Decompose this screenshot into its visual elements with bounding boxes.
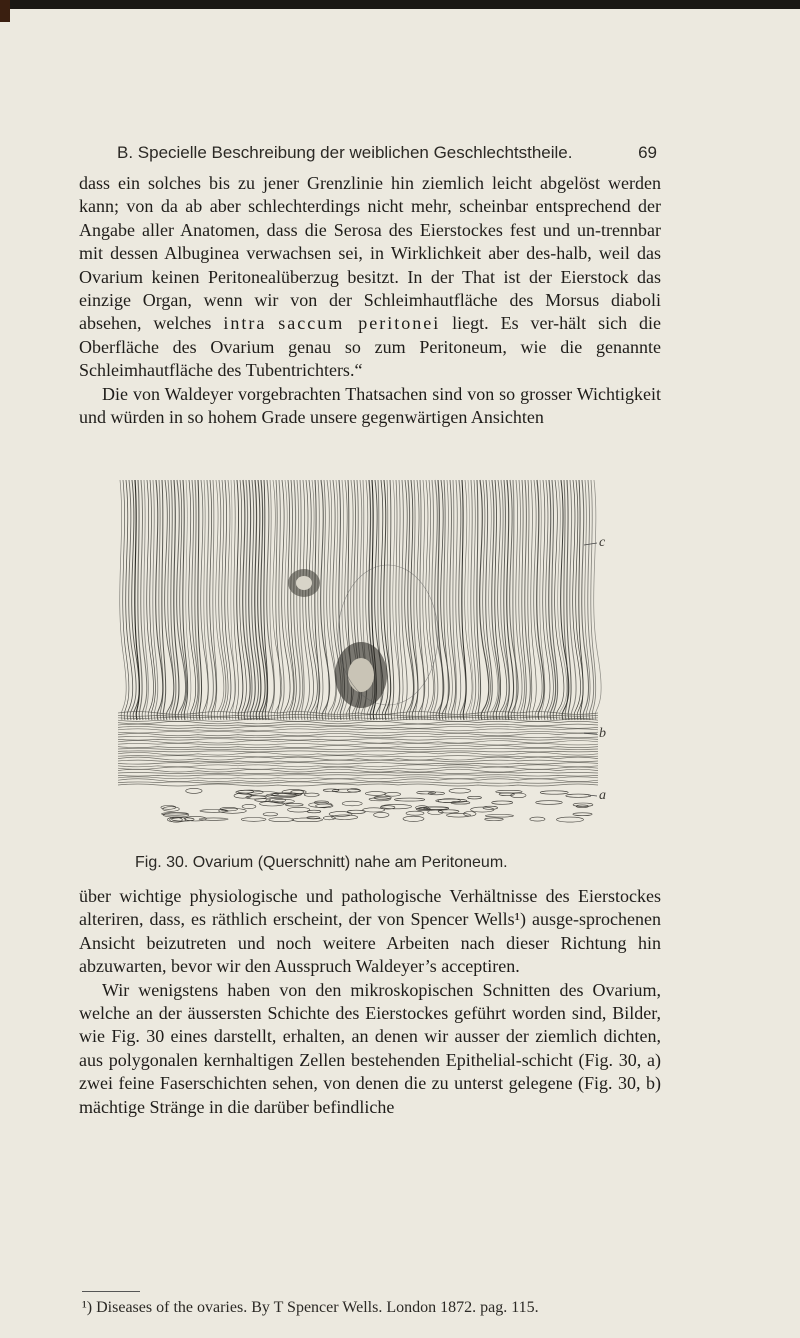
- saccum-emphasis: saccum peritonei: [278, 313, 441, 334]
- follicle-nucleus: [348, 658, 374, 692]
- epithelial-cell: [263, 813, 278, 816]
- epithelial-cell: [269, 818, 294, 822]
- fiber-layer-line: [118, 719, 598, 721]
- epithelial-cell: [323, 816, 335, 820]
- figure-ovarium-section: [118, 475, 618, 845]
- header-title: B. Specielle Beschreibung der weiblichen Geschlechtstheile.: [117, 143, 573, 162]
- fiber-layer-line: [118, 726, 598, 728]
- epithelial-cell: [485, 815, 513, 818]
- epithelial-cell: [342, 801, 362, 806]
- paragraph-4: Wir wenigstens haben von den mikroskopischen Schnitten des Ovarium, welche an der äussersten Schichte des Eierstockes geführt worden sind, Bilder, wie Fig. 30 eines darstellt, erhalten, an denen wir ausser der ziemlich dichten, aus polygonalen kernhaltigen Zellen bestehenden Epithelial-schicht (Fig. 30, a) zwei feine Faserschichten sehen, von denen die zu unterst gelegene (Fig. 30, b) mächtige Stränge in die darüber befindliche: [79, 979, 661, 1117]
- epithelial-cell: [557, 817, 584, 822]
- epithelial-cell: [485, 818, 504, 821]
- epithelial-cell: [242, 804, 256, 808]
- scan-top-edge: [0, 0, 800, 9]
- epithelial-cell: [566, 794, 591, 797]
- epithelial-cell: [449, 789, 471, 794]
- fiber-layer-line: [118, 746, 598, 748]
- epithelial-cell: [385, 792, 401, 796]
- epithelial-cell: [428, 792, 444, 795]
- epithelial-cell: [428, 810, 443, 814]
- fiber-layer-line: [118, 763, 598, 765]
- epithelial-cell: [530, 817, 545, 821]
- fiber-strand: [144, 480, 149, 720]
- fiber-layer-line: [118, 769, 598, 772]
- paragraph-3: über wichtige physiologische und pathologische Verhältnisse des Eierstockes alteriren, dass, es räthlich erscheint, der von Spencer Wells¹) ausge-sprochenen Ansicht beizutreten und noch weitere Arbeiten nach dieser Richtung hin abzuwarten, bevor wir den Ausspruch Waldeyer’s acceptiren.: [79, 886, 661, 977]
- fiber-layer-line: [118, 760, 598, 762]
- figure-caption: Fig. 30. Ovarium (Querschnitt) nahe am Peritoneum.: [135, 854, 508, 871]
- epithelial-cell: [309, 802, 333, 807]
- epithelial-cell: [573, 813, 592, 816]
- epithelial-cell: [241, 818, 266, 822]
- epithelial-cell: [332, 815, 358, 820]
- fiber-strand: [282, 480, 290, 720]
- epithelial-cell: [492, 801, 513, 804]
- figure-label-b: b: [599, 726, 606, 741]
- label-a-leader: [588, 795, 597, 796]
- epithelial-cell: [418, 807, 448, 810]
- epithelial-cell: [381, 804, 412, 808]
- epithelial-cell: [447, 813, 471, 817]
- fiber-strand: [462, 480, 466, 720]
- ovarium-illustration: [118, 475, 618, 845]
- fiber-layer-line: [118, 751, 598, 752]
- fiber-layer-line: [118, 784, 598, 786]
- epithelial-cell: [468, 796, 482, 799]
- running-header: [117, 143, 657, 169]
- epithelial-cell: [416, 806, 429, 810]
- fiber-layer-line: [118, 733, 598, 735]
- epithelial-cell: [438, 810, 459, 813]
- epithelial-cell: [417, 791, 436, 794]
- figure-label-a: a: [599, 788, 606, 803]
- epithelial-cell: [329, 812, 352, 817]
- epithelial-cell: [406, 811, 424, 815]
- fiber-layer-line: [118, 757, 598, 760]
- fiber-strand: [204, 480, 209, 720]
- page-number: 69: [638, 143, 657, 162]
- footnote-rule: [82, 1291, 140, 1292]
- epithelial-cell: [365, 792, 386, 796]
- epithelial-cell: [347, 810, 365, 813]
- epithelial-cell: [374, 812, 389, 817]
- fiber-layer-line: [118, 756, 598, 757]
- epithelial-cell: [161, 806, 176, 810]
- figure-label-c: c: [599, 535, 606, 550]
- epithelial-cell: [540, 791, 568, 794]
- fiber-strand: [138, 480, 142, 720]
- fiber-strand: [594, 480, 601, 720]
- scan-corner-mark: [0, 0, 10, 22]
- paragraph-1: dass ein solches bis zu jener Grenzlinie hin ziemlich leicht abgelöst werden kann; von da ab aber schlechterdings nicht mehr, scheinbar entsprechend der Angabe aller Anatomen, dass die Serosa des Eierstockes fest und un-trennbar mit dessen Albuginea verwachsen sei, in Wirklichkeit aber des-halb, weil das Ovarium keinen Peritonealüberzug besitzt. In der That ist der Eierstock das einzige Organ, wenn wir von der Schleimhautfläche des Morsus diaboli absehen, welches intra saccum peritonei liegt. Es ver-hält sich die Oberfläche des Ovarium genau so zum Peritoneum, wie die genannte Schleimhautfläche des Tubentrichters.“: [79, 173, 662, 381]
- epithelial-cell: [536, 801, 563, 805]
- fiber-strand: [444, 480, 449, 720]
- fiber-layer-line: [118, 775, 598, 776]
- fiber-strand: [525, 480, 531, 720]
- fiber-layer-line: [118, 777, 598, 779]
- intra-emphasis: intra: [223, 313, 267, 334]
- epithelial-cell: [288, 807, 310, 812]
- epithelial-cell: [199, 818, 228, 820]
- fiber-layer-line: [118, 773, 598, 774]
- fiber-layer-line: [118, 741, 598, 744]
- fiber-layer-line: [118, 736, 598, 737]
- fiber-layer-line: [118, 743, 598, 745]
- fiber-layer-line: [118, 731, 598, 733]
- fiber-layer-line: [118, 729, 598, 731]
- fiber-layer-line: [118, 767, 598, 769]
- fiber-strand: [558, 480, 567, 720]
- epithelial-cell: [394, 798, 424, 801]
- paragraph-2: Die von Waldeyer vorgebrachten Thatsachen sind von so grosser Wichtigkeit und würden in so hohem Grade unsere gegenwärtigen Ansichten: [79, 383, 661, 428]
- fiber-layer-line: [118, 721, 598, 723]
- epithelial-cell: [186, 788, 202, 793]
- follicle-nucleus: [296, 576, 312, 590]
- bottom-text-block: [79, 885, 661, 1119]
- epithelial-cell: [185, 816, 207, 821]
- fiber-strand: [579, 480, 583, 720]
- fiber-layer-line: [118, 779, 598, 782]
- fiber-layer-line: [118, 748, 598, 749]
- epithelial-cell: [304, 793, 319, 796]
- footnote: ¹) Diseases of the ovaries. By T Spencer Wells. London 1872. pag. 115.: [82, 1299, 539, 1316]
- fiber-layer-line: [118, 752, 598, 755]
- fiber-layer-line: [118, 724, 598, 726]
- fiber-strand: [426, 480, 434, 720]
- fiber-layer-line: [118, 717, 598, 718]
- epithelial-cell: [285, 803, 303, 806]
- top-text-block: [79, 172, 661, 429]
- fiber-layer-line: [118, 782, 598, 783]
- fiber-layer-line: [118, 739, 598, 740]
- epithelial-cell: [323, 789, 339, 792]
- fiber-layer-line: [118, 765, 598, 767]
- epithelial-cell: [403, 816, 424, 821]
